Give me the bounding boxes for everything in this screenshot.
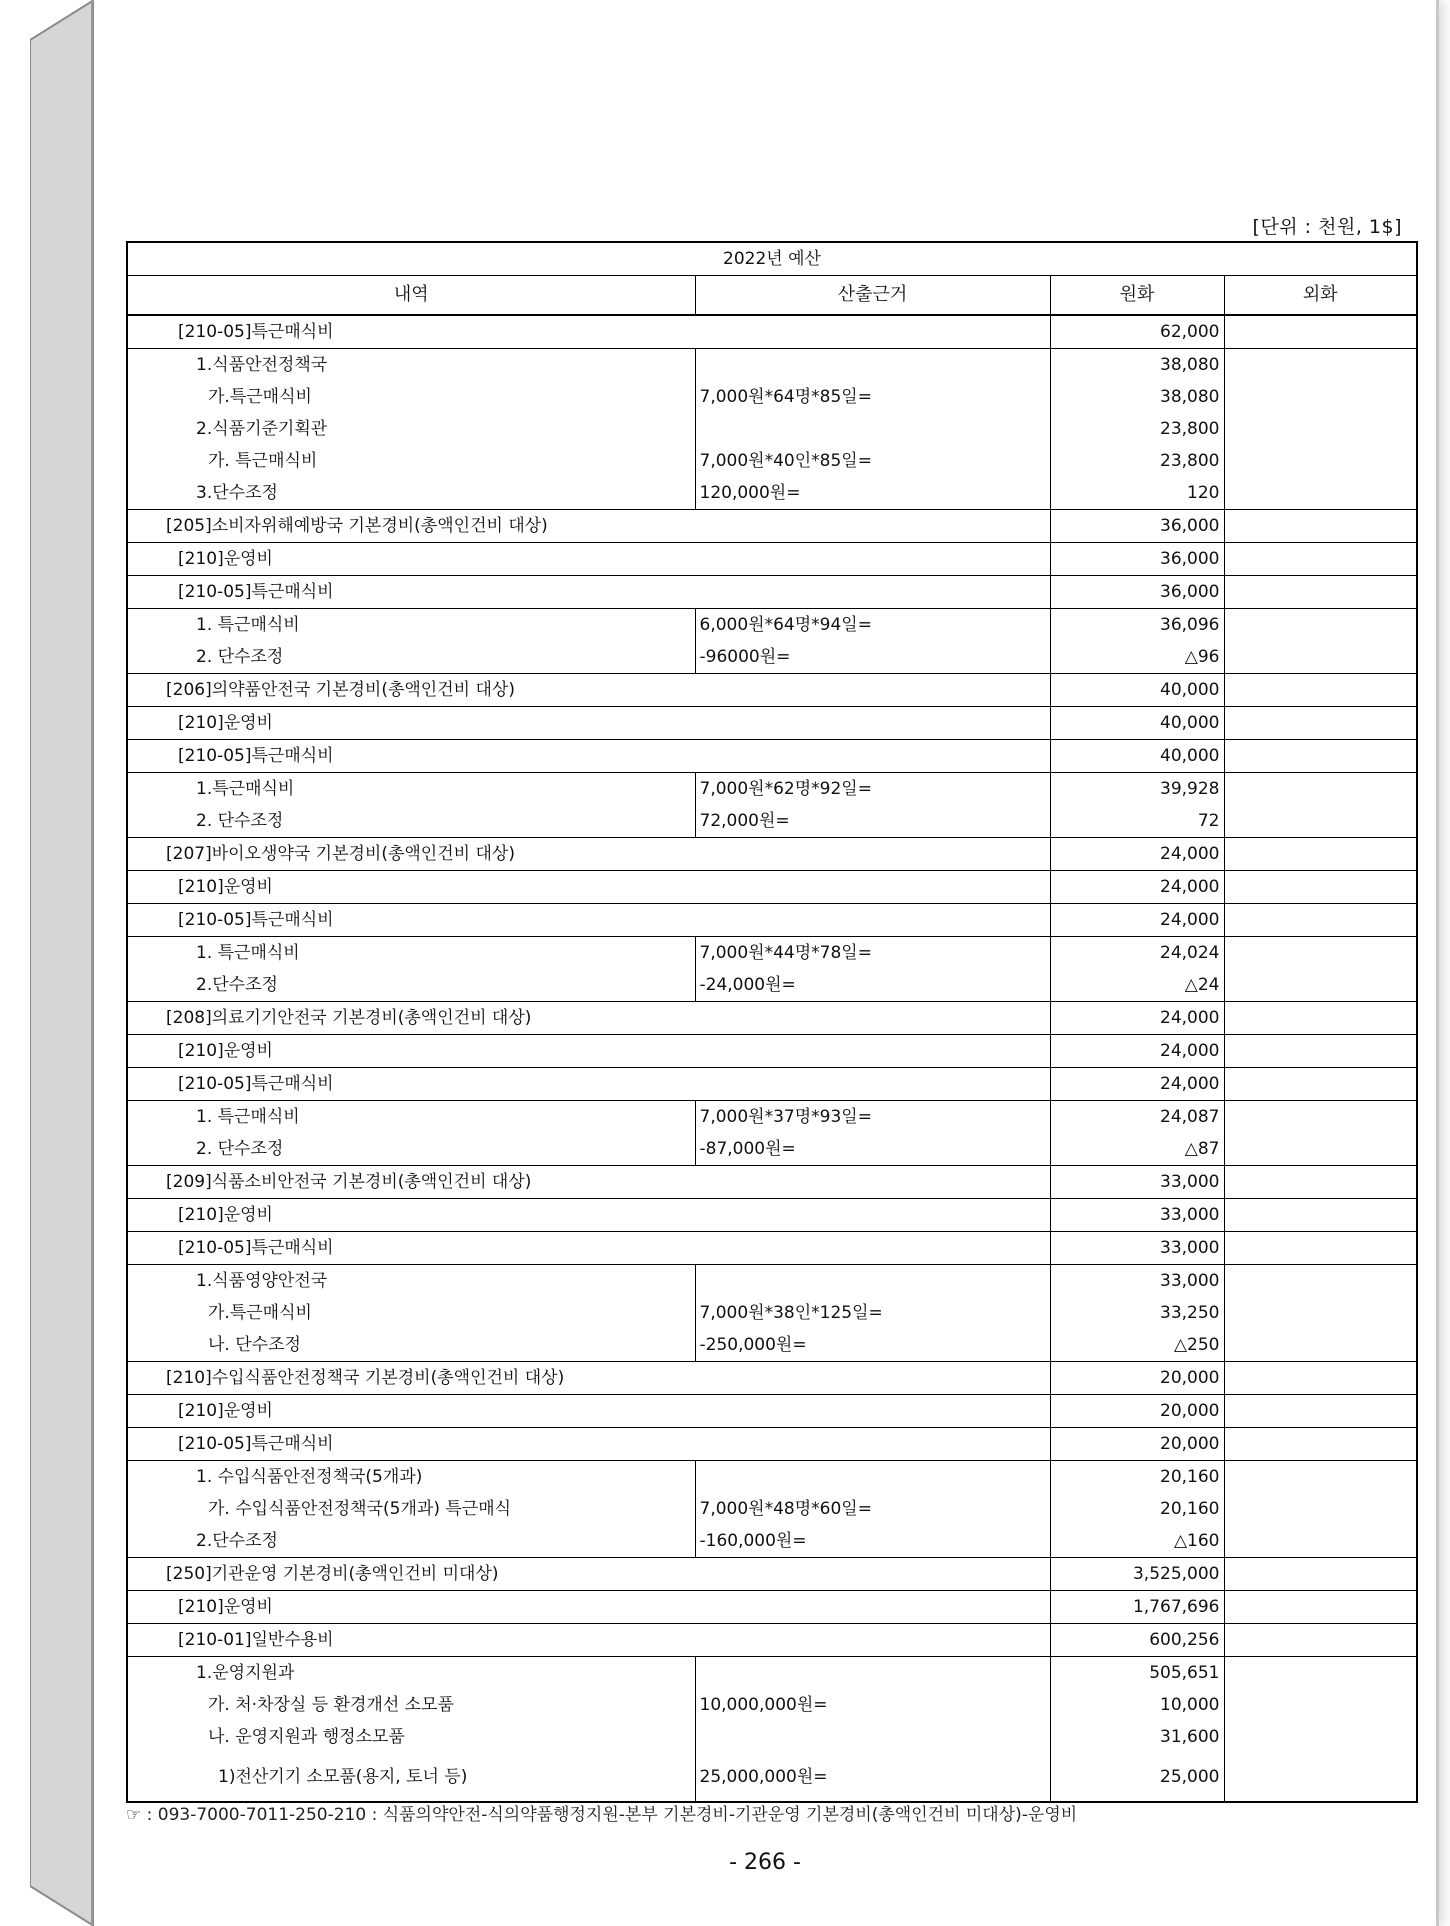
row-description: 나. 단수조정: [208, 1335, 301, 1355]
row-amount-foreign: [1224, 937, 1417, 970]
table-row: [127, 838, 1417, 871]
row-basis: [695, 1265, 1050, 1298]
table-row: [127, 1689, 1417, 1721]
table-row: [127, 937, 1417, 970]
row-amount-foreign: [1224, 1753, 1417, 1802]
row-description: 1. 특근매식비: [127, 1101, 695, 1134]
column-header-desc: 내역: [127, 276, 695, 316]
row-amount-foreign: [1224, 838, 1417, 871]
binder-spine: [30, 0, 94, 1926]
row-description: 가.특근매식비: [208, 387, 312, 407]
table-row: [127, 1525, 1417, 1558]
row-amount-foreign: [1224, 349, 1417, 382]
row-amount-krw: 20,160: [1050, 1493, 1224, 1525]
row-basis: 7,000원*37명*93일=: [695, 1101, 1050, 1134]
footnote: ☞ : 093-7000-7011-250-210 : 식품의약안전-식의약품행정지원-본부 기본경비-기관운영 기본경비(총액인건비 미대상)-운영비: [126, 1805, 1078, 1825]
table-row: [127, 1297, 1417, 1329]
document-page: [94, 0, 1439, 1926]
row-basis: -24,000원=: [695, 969, 1050, 1002]
page-number: - 266 -: [729, 1850, 801, 1875]
row-amount-krw: 39,928: [1050, 773, 1224, 806]
row-amount-foreign: [1224, 510, 1417, 543]
row-amount-krw: 25,000: [1050, 1753, 1224, 1802]
row-amount-foreign: [1224, 1068, 1417, 1101]
row-description: [210]운영비: [127, 1199, 1050, 1232]
row-amount-krw: 10,000: [1050, 1689, 1224, 1721]
row-description: [210]운영비: [127, 871, 1050, 904]
row-amount-krw: △96: [1050, 641, 1224, 674]
row-description: [210]운영비: [127, 1591, 1050, 1624]
table-row: [127, 1265, 1417, 1298]
row-basis: [695, 1721, 1050, 1753]
row-description: [210-01]일반수용비: [127, 1624, 1050, 1657]
table-row: [127, 1166, 1417, 1199]
row-amount-krw: 23,800: [1050, 445, 1224, 477]
row-amount-krw: 20,160: [1050, 1461, 1224, 1494]
table-row: [127, 1624, 1417, 1657]
table-row: [127, 641, 1417, 674]
table-row: [127, 1753, 1417, 1802]
row-basis: -160,000원=: [695, 1525, 1050, 1558]
row-description: [206]의약품안전국 기본경비(총액인건비 대상): [127, 674, 1050, 707]
row-amount-foreign: [1224, 871, 1417, 904]
table-row: [127, 1329, 1417, 1362]
row-description: [250]기관운영 기본경비(총액인건비 미대상): [127, 1558, 1050, 1591]
row-amount-foreign: [1224, 1657, 1417, 1690]
row-amount-krw: 38,080: [1050, 349, 1224, 382]
row-amount-foreign: [1224, 1329, 1417, 1362]
row-amount-foreign: [1224, 1166, 1417, 1199]
row-amount-krw: 24,000: [1050, 904, 1224, 937]
table-row: [127, 1657, 1417, 1690]
row-amount-foreign: [1224, 1591, 1417, 1624]
row-amount-foreign: [1224, 674, 1417, 707]
table-row: [127, 445, 1417, 477]
row-amount-foreign: [1224, 1461, 1417, 1494]
table-row: [127, 1133, 1417, 1166]
table-row: [127, 1558, 1417, 1591]
table-row: [127, 1493, 1417, 1525]
row-amount-foreign: [1224, 1035, 1417, 1068]
row-amount-foreign: [1224, 1297, 1417, 1329]
row-amount-krw: 24,000: [1050, 838, 1224, 871]
row-amount-krw: 23,800: [1050, 413, 1224, 445]
row-amount-krw: 40,000: [1050, 740, 1224, 773]
table-row: [127, 674, 1417, 707]
table-row: [127, 349, 1417, 382]
row-amount-krw: 33,000: [1050, 1232, 1224, 1265]
row-amount-krw: △160: [1050, 1525, 1224, 1558]
table-row: [127, 969, 1417, 1002]
row-description: 나. 운영지원과 행정소모품: [208, 1727, 405, 1747]
row-amount-foreign: [1224, 641, 1417, 674]
table-row: [127, 381, 1417, 413]
row-amount-foreign: [1224, 1199, 1417, 1232]
row-basis: 120,000원=: [695, 477, 1050, 510]
table-row: [127, 1591, 1417, 1624]
row-basis: [695, 349, 1050, 382]
row-amount-foreign: [1224, 1362, 1417, 1395]
table-row: [127, 1068, 1417, 1101]
row-description: [210-05]특근매식비: [127, 576, 1050, 609]
row-amount-krw: 3,525,000: [1050, 1558, 1224, 1591]
row-amount-krw: 33,250: [1050, 1297, 1224, 1329]
table-row: [127, 315, 1417, 349]
row-amount-foreign: [1224, 904, 1417, 937]
row-amount-krw: 120: [1050, 477, 1224, 510]
row-description: 2. 단수조정: [196, 811, 284, 831]
row-amount-foreign: [1224, 1689, 1417, 1721]
row-description: 1. 특근매식비: [127, 609, 695, 642]
row-description: [210-05]특근매식비: [178, 322, 334, 342]
row-basis: [695, 1461, 1050, 1494]
year-header: 2022년 예산: [127, 242, 1417, 276]
row-basis: 7,000원*48명*60일=: [695, 1493, 1050, 1525]
row-description: [207]바이오생약국 기본경비(총액인건비 대상): [127, 838, 1050, 871]
row-description: [205]소비자위해예방국 기본경비(총액인건비 대상): [127, 510, 1050, 543]
column-header-krw: 원화: [1050, 276, 1224, 316]
row-basis: -250,000원=: [695, 1329, 1050, 1362]
table-row: [127, 1362, 1417, 1395]
table-row: [127, 1721, 1417, 1753]
row-description: [209]식품소비안전국 기본경비(총액인건비 대상): [127, 1166, 1050, 1199]
row-amount-foreign: [1224, 576, 1417, 609]
row-description: [210]운영비: [127, 1395, 1050, 1428]
table-row: [127, 1101, 1417, 1134]
row-amount-krw: 24,087: [1050, 1101, 1224, 1134]
row-amount-krw: 24,000: [1050, 1068, 1224, 1101]
row-amount-krw: 36,000: [1050, 543, 1224, 576]
row-amount-krw: 40,000: [1050, 707, 1224, 740]
row-amount-krw: 36,000: [1050, 510, 1224, 543]
table-row: [127, 1035, 1417, 1068]
row-basis: 25,000,000원=: [695, 1753, 1050, 1802]
table-row: [127, 1428, 1417, 1461]
row-amount-foreign: [1224, 315, 1417, 349]
table-row: [127, 740, 1417, 773]
row-description: 2.식품기준기획관: [196, 419, 328, 439]
row-description: 1.운영지원과: [127, 1657, 695, 1690]
row-amount-krw: 40,000: [1050, 674, 1224, 707]
row-amount-foreign: [1224, 1721, 1417, 1753]
row-amount-foreign: [1224, 969, 1417, 1002]
row-amount-krw: 31,600: [1050, 1721, 1224, 1753]
row-basis: 7,000원*38인*125일=: [695, 1297, 1050, 1329]
row-amount-krw: 36,096: [1050, 609, 1224, 642]
row-description: 1. 특근매식비: [127, 937, 695, 970]
row-amount-krw: 33,000: [1050, 1265, 1224, 1298]
row-amount-foreign: [1224, 740, 1417, 773]
row-description: 2. 단수조정: [196, 647, 284, 667]
column-header-basis: 산출근거: [695, 276, 1050, 316]
row-description: [210-05]특근매식비: [127, 1428, 1050, 1461]
row-amount-foreign: [1224, 1624, 1417, 1657]
table-row: [127, 1461, 1417, 1494]
table-row: [127, 871, 1417, 904]
table-row: [127, 1002, 1417, 1035]
row-description: 1.식품안전정책국: [127, 349, 695, 382]
table-row: [127, 413, 1417, 445]
row-amount-foreign: [1224, 1101, 1417, 1134]
row-amount-foreign: [1224, 1525, 1417, 1558]
row-amount-foreign: [1224, 609, 1417, 642]
row-description: [210-05]특근매식비: [127, 740, 1050, 773]
row-amount-krw: 36,000: [1050, 576, 1224, 609]
row-amount-foreign: [1224, 1558, 1417, 1591]
row-basis: -87,000원=: [695, 1133, 1050, 1166]
row-description: 2.단수조정: [196, 1531, 278, 1551]
column-header-foreign: 외화: [1224, 276, 1417, 316]
row-description: 1. 수입식품안전정책국(5개과): [127, 1461, 695, 1494]
row-description: 1.특근매식비: [127, 773, 695, 806]
row-amount-krw: 20,000: [1050, 1428, 1224, 1461]
row-amount-foreign: [1224, 1395, 1417, 1428]
table-row: [127, 707, 1417, 740]
row-amount-krw: 1,767,696: [1050, 1591, 1224, 1624]
row-basis: 7,000원*64명*85일=: [695, 381, 1050, 413]
row-amount-krw: 33,000: [1050, 1166, 1224, 1199]
row-amount-krw: 33,000: [1050, 1199, 1224, 1232]
row-amount-krw: 20,000: [1050, 1362, 1224, 1395]
row-amount-krw: △87: [1050, 1133, 1224, 1166]
row-amount-krw: △24: [1050, 969, 1224, 1002]
row-description: [210]운영비: [127, 543, 1050, 576]
table-row: [127, 1199, 1417, 1232]
table-row: [127, 609, 1417, 642]
row-amount-foreign: [1224, 477, 1417, 510]
row-amount-krw: 505,651: [1050, 1657, 1224, 1690]
row-amount-foreign: [1224, 413, 1417, 445]
row-description: 가. 특근매식비: [208, 451, 318, 471]
row-amount-krw: 24,024: [1050, 937, 1224, 970]
row-amount-foreign: [1224, 381, 1417, 413]
row-description: [208]의료기기안전국 기본경비(총액인건비 대상): [127, 1002, 1050, 1035]
row-description: 3.단수조정: [196, 483, 278, 503]
row-amount-krw: 20,000: [1050, 1395, 1224, 1428]
row-amount-krw: 62,000: [1050, 315, 1224, 349]
row-basis: 6,000원*64명*94일=: [695, 609, 1050, 642]
row-amount-foreign: [1224, 1002, 1417, 1035]
row-description: [210]수입식품안전정책국 기본경비(총액인건비 대상): [127, 1362, 1050, 1395]
row-amount-foreign: [1224, 445, 1417, 477]
row-basis: [695, 413, 1050, 445]
row-amount-foreign: [1224, 543, 1417, 576]
table-row: [127, 773, 1417, 806]
row-amount-foreign: [1224, 1428, 1417, 1461]
row-amount-krw: 72: [1050, 805, 1224, 838]
row-basis: -96000원=: [695, 641, 1050, 674]
row-description: 가.특근매식비: [208, 1303, 312, 1323]
row-amount-krw: △250: [1050, 1329, 1224, 1362]
row-basis: 7,000원*62명*92일=: [695, 773, 1050, 806]
row-amount-foreign: [1224, 805, 1417, 838]
row-description: 가. 처·차장실 등 환경개선 소모품: [208, 1695, 454, 1715]
row-description: [210-05]특근매식비: [127, 1068, 1050, 1101]
row-description: 가. 수입식품안전정책국(5개과) 특근매식: [208, 1499, 512, 1519]
row-amount-krw: 24,000: [1050, 1035, 1224, 1068]
row-basis: 72,000원=: [695, 805, 1050, 838]
row-description: 2.단수조정: [196, 975, 278, 995]
row-amount-foreign: [1224, 1493, 1417, 1525]
table-row: [127, 1395, 1417, 1428]
row-description: 2. 단수조정: [196, 1139, 284, 1159]
row-amount-foreign: [1224, 1265, 1417, 1298]
row-description: [210]운영비: [127, 707, 1050, 740]
table-body: [127, 315, 1417, 1802]
row-basis: 7,000원*44명*78일=: [695, 937, 1050, 970]
row-amount-krw: 24,000: [1050, 1002, 1224, 1035]
row-amount-foreign: [1224, 1232, 1417, 1265]
table-row: [127, 805, 1417, 838]
table-row: [127, 477, 1417, 510]
row-amount-krw: 600,256: [1050, 1624, 1224, 1657]
table-row: [127, 543, 1417, 576]
table-row: [127, 904, 1417, 937]
row-basis: [695, 1657, 1050, 1690]
row-amount-krw: 38,080: [1050, 381, 1224, 413]
row-basis: 10,000,000원=: [695, 1689, 1050, 1721]
row-basis: 7,000원*40인*85일=: [695, 445, 1050, 477]
row-amount-foreign: [1224, 707, 1417, 740]
row-amount-foreign: [1224, 1133, 1417, 1166]
row-description: [210-05]특근매식비: [127, 1232, 1050, 1265]
budget-table: [126, 241, 1418, 1803]
unit-note: [단위 : 천원, 1$]: [1252, 216, 1402, 238]
row-amount-krw: 24,000: [1050, 871, 1224, 904]
table-row: [127, 510, 1417, 543]
row-description: 1)전산기기 소모품(용지, 토너 등): [218, 1767, 468, 1787]
table-row: [127, 1232, 1417, 1265]
table-row: [127, 576, 1417, 609]
row-description: [210-05]특근매식비: [127, 904, 1050, 937]
row-description: [210]운영비: [127, 1035, 1050, 1068]
row-description: 1.식품영양안전국: [127, 1265, 695, 1298]
row-amount-foreign: [1224, 773, 1417, 806]
